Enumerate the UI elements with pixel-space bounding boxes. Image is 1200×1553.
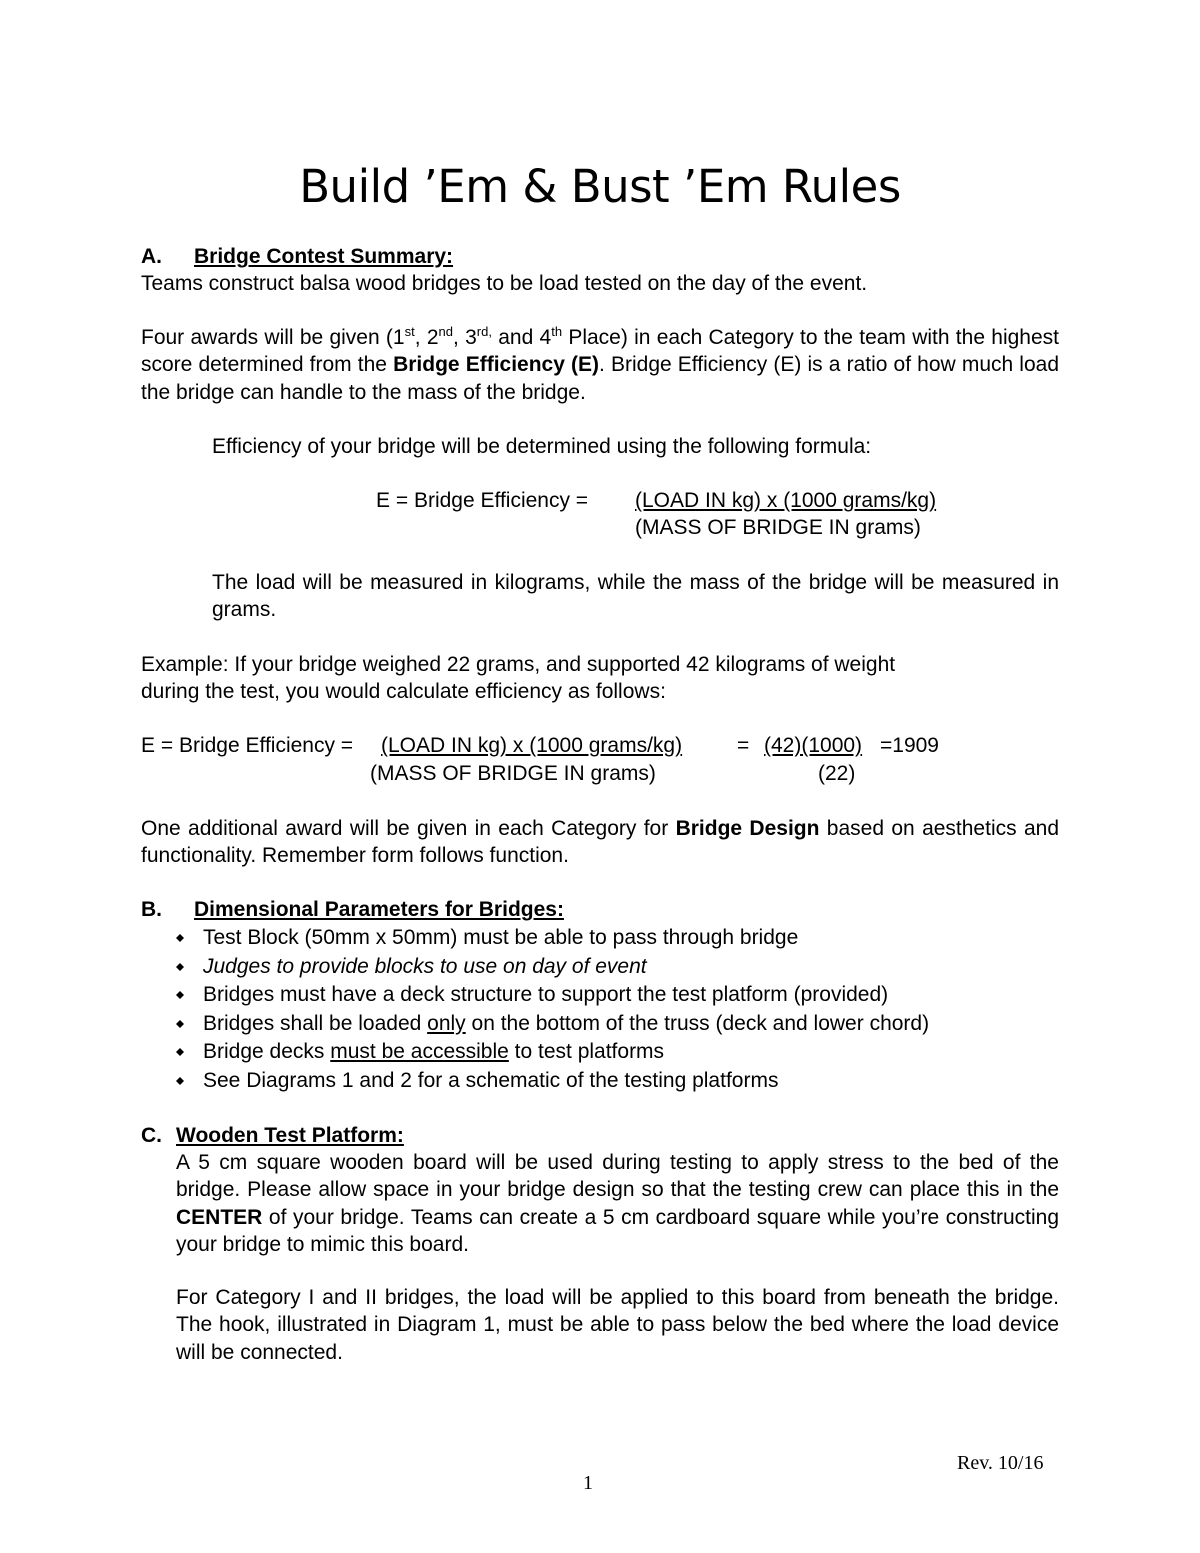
bullet-item: Bridges shall be loaded only on the bottom of the truss (deck and lower chord) bbox=[203, 1012, 930, 1035]
formula-intro: Efficiency of your bridge will be determined using the following formula: bbox=[212, 435, 872, 458]
bullet-icon bbox=[176, 1077, 184, 1085]
section-b-heading bbox=[141, 896, 564, 923]
bullet-icon bbox=[176, 963, 184, 971]
calc-numerator-values: (42)(1000) bbox=[764, 734, 863, 757]
bullet-item: Judges to provide blocks to use on day of event bbox=[203, 955, 647, 978]
example-line-1: Example: If your bridge weighed 22 grams, and supported 42 kilograms of weight bbox=[141, 653, 896, 676]
bridge-efficiency-term: Bridge Efficiency (E) bbox=[393, 353, 600, 377]
section-a-intro: Teams construct balsa wood bridges to be load tested on the day of the event. bbox=[141, 272, 868, 295]
wooden-platform-paragraph: A 5 cm square wooden board will be used during testing to apply stress to the bed of the bridge. Please allow space in your bridge design so that the testing crew can place this in the CENTER of your bridge. Teams can create a 5 cm cardboard square while you’re constructing your bridge to mimic this board. bbox=[176, 1151, 1059, 1256]
section-c-heading bbox=[141, 1122, 404, 1149]
section-b-letter: B. bbox=[141, 898, 162, 921]
bullet-item: Test Block (50mm x 50mm) must be able to pass through bridge bbox=[203, 926, 799, 949]
awards-paragraph: Four awards will be given (1st, 2nd, $3^{rd,}$ and 4th Place) in each Category to the team with the highest score determined from the Bridge Efficiency (E). Bridge Efficiency (E) is a ratio of how much load the bridge can handle to the mass of the bridge. bbox=[141, 324, 1059, 404]
bridge-design-term: Bridge Design bbox=[675, 817, 820, 840]
calc-denominator-value: (22) bbox=[818, 762, 856, 785]
section-b-title: Dimensional Parameters for Bridges: bbox=[194, 898, 564, 921]
calc-result: =1909 bbox=[880, 734, 939, 757]
section-c-letter: C. bbox=[141, 1124, 162, 1147]
load-application-paragraph: For Category I and II bridges, the load will be applied to this board from beneath the bridge. The hook, illustrated in Diagram 1, must be able to pass below the bed where the load device will be connected. bbox=[176, 1286, 1059, 1364]
center-term: CENTER bbox=[176, 1205, 263, 1229]
formula-label: E = Bridge Efficiency = bbox=[376, 489, 589, 512]
example-line-2: during the test, you would calculate efficiency as follows: bbox=[141, 680, 666, 703]
calc-label: E = Bridge Efficiency = bbox=[141, 734, 354, 757]
bullet-icon bbox=[176, 991, 184, 999]
bullet-item: Bridge decks must be accessible to test platforms bbox=[203, 1040, 665, 1063]
section-a-heading bbox=[141, 243, 454, 270]
calc-denominator: (MASS OF BRIDGE IN grams) bbox=[370, 762, 656, 785]
page-number: 1 bbox=[583, 1472, 593, 1494]
calc-numerator: (LOAD IN kg) x (1000 grams/kg) bbox=[381, 734, 683, 757]
calc-equals: = bbox=[737, 734, 750, 757]
section-a-title: Bridge Contest Summary: bbox=[194, 245, 454, 268]
bullet-item: Bridges must have a deck structure to support the test platform (provided) bbox=[203, 983, 889, 1006]
section-a-letter: A. bbox=[141, 245, 162, 268]
design-award-paragraph: One additional award will be given in each Category for Bridge Design based on aesthetics and functionality. Remember form follows function. bbox=[141, 817, 1059, 868]
bullet-icon bbox=[176, 1048, 184, 1056]
bullet-item: See Diagrams 1 and 2 for a schematic of the testing platforms bbox=[203, 1069, 779, 1092]
section-c-title: Wooden Test Platform: bbox=[176, 1124, 404, 1147]
units-note: The load will be measured in kilograms, while the mass of the bridge will be measured in grams. bbox=[212, 571, 1059, 622]
bullet-icon bbox=[176, 1020, 184, 1028]
bullet-icon bbox=[176, 934, 184, 942]
formula-numerator: (LOAD IN kg) x (1000 grams/kg) bbox=[635, 489, 937, 512]
page-title: Build ’Em & Bust ’Em Rules bbox=[299, 160, 901, 213]
formula-denominator: (MASS OF BRIDGE IN grams) bbox=[635, 516, 921, 539]
revision-label: Rev. 10/16 bbox=[957, 1452, 1044, 1474]
